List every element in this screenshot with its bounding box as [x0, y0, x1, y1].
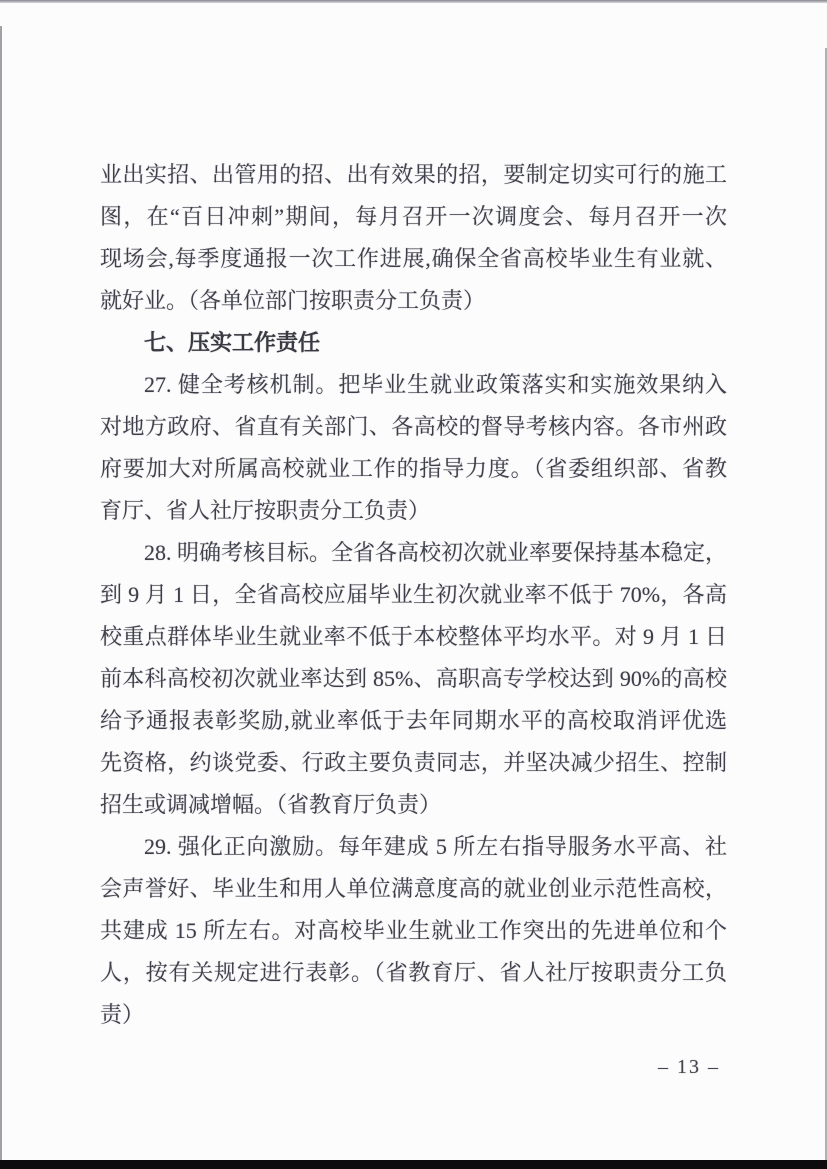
body-line: 28. 明确考核目标。全省各高校初次就业率要保持基本稳定，: [144, 540, 727, 565]
page-number: – 13 –: [658, 1056, 720, 1078]
body-line: 府要加大对所属高校就业工作的指导力度。（省委组织部、省教: [100, 456, 727, 481]
document-body: [100, 154, 727, 1036]
body-line: 到 9 月 1 日，全省高校应届毕业生初次就业率不低于 70%，各高: [100, 582, 727, 607]
body-line: 育厅、省人社厅按职责分工负责）: [100, 498, 431, 523]
body-line: 对地方政府、省直有关部门、各高校的督导考核内容。各市州政: [100, 414, 727, 439]
body-line: 前本科高校初次就业率达到 85%、高职高专学校达到 90%的高校: [100, 666, 727, 691]
body-line: 现场会,每季度通报一次工作进展,确保全省高校毕业生有业就、: [100, 246, 727, 271]
body-line: 会声誉好、毕业生和用人单位满意度高的就业创业示范性高校，: [100, 876, 727, 901]
body-line: 图，在“百日冲刺”期间，每月召开一次调度会、每月召开一次: [100, 204, 727, 229]
body-line: 招生或调减增幅。（省教育厅负责）: [100, 792, 442, 817]
body-line: 给予通报表彰奖励,就业率低于去年同期水平的高校取消评优选: [100, 708, 727, 733]
body-line: 就好业。（各单位部门按职责分工负责）: [100, 288, 486, 313]
body-line: 29. 强化正向激励。每年建成 5 所左右指导服务水平高、社: [144, 834, 727, 859]
scan-edge-left: [0, 26, 2, 1160]
section-heading: 七、压实工作责任: [144, 330, 321, 355]
body-line: 责）: [100, 1002, 145, 1027]
body-line: 先资格，约谈党委、行政主要负责同志，并坚决减少招生、控制: [100, 750, 727, 775]
body-line: 27. 健全考核机制。把毕业生就业政策落实和实施效果纳入: [144, 372, 727, 397]
body-line: 共建成 15 所左右。对高校毕业生就业工作突出的先进单位和个: [100, 918, 727, 943]
body-line: 业出实招、出管用的招、出有效果的招，要制定切实可行的施工: [100, 162, 727, 187]
body-line: 校重点群体毕业生就业率不低于本校整体平均水平。对 9 月 1 日: [100, 624, 727, 649]
scan-edge-bottom: [0, 1160, 827, 1169]
scan-edge-top: [0, 0, 827, 3]
body-line: 人，按有关规定进行表彰。（省教育厅、省人社厅按职责分工负: [100, 960, 727, 985]
